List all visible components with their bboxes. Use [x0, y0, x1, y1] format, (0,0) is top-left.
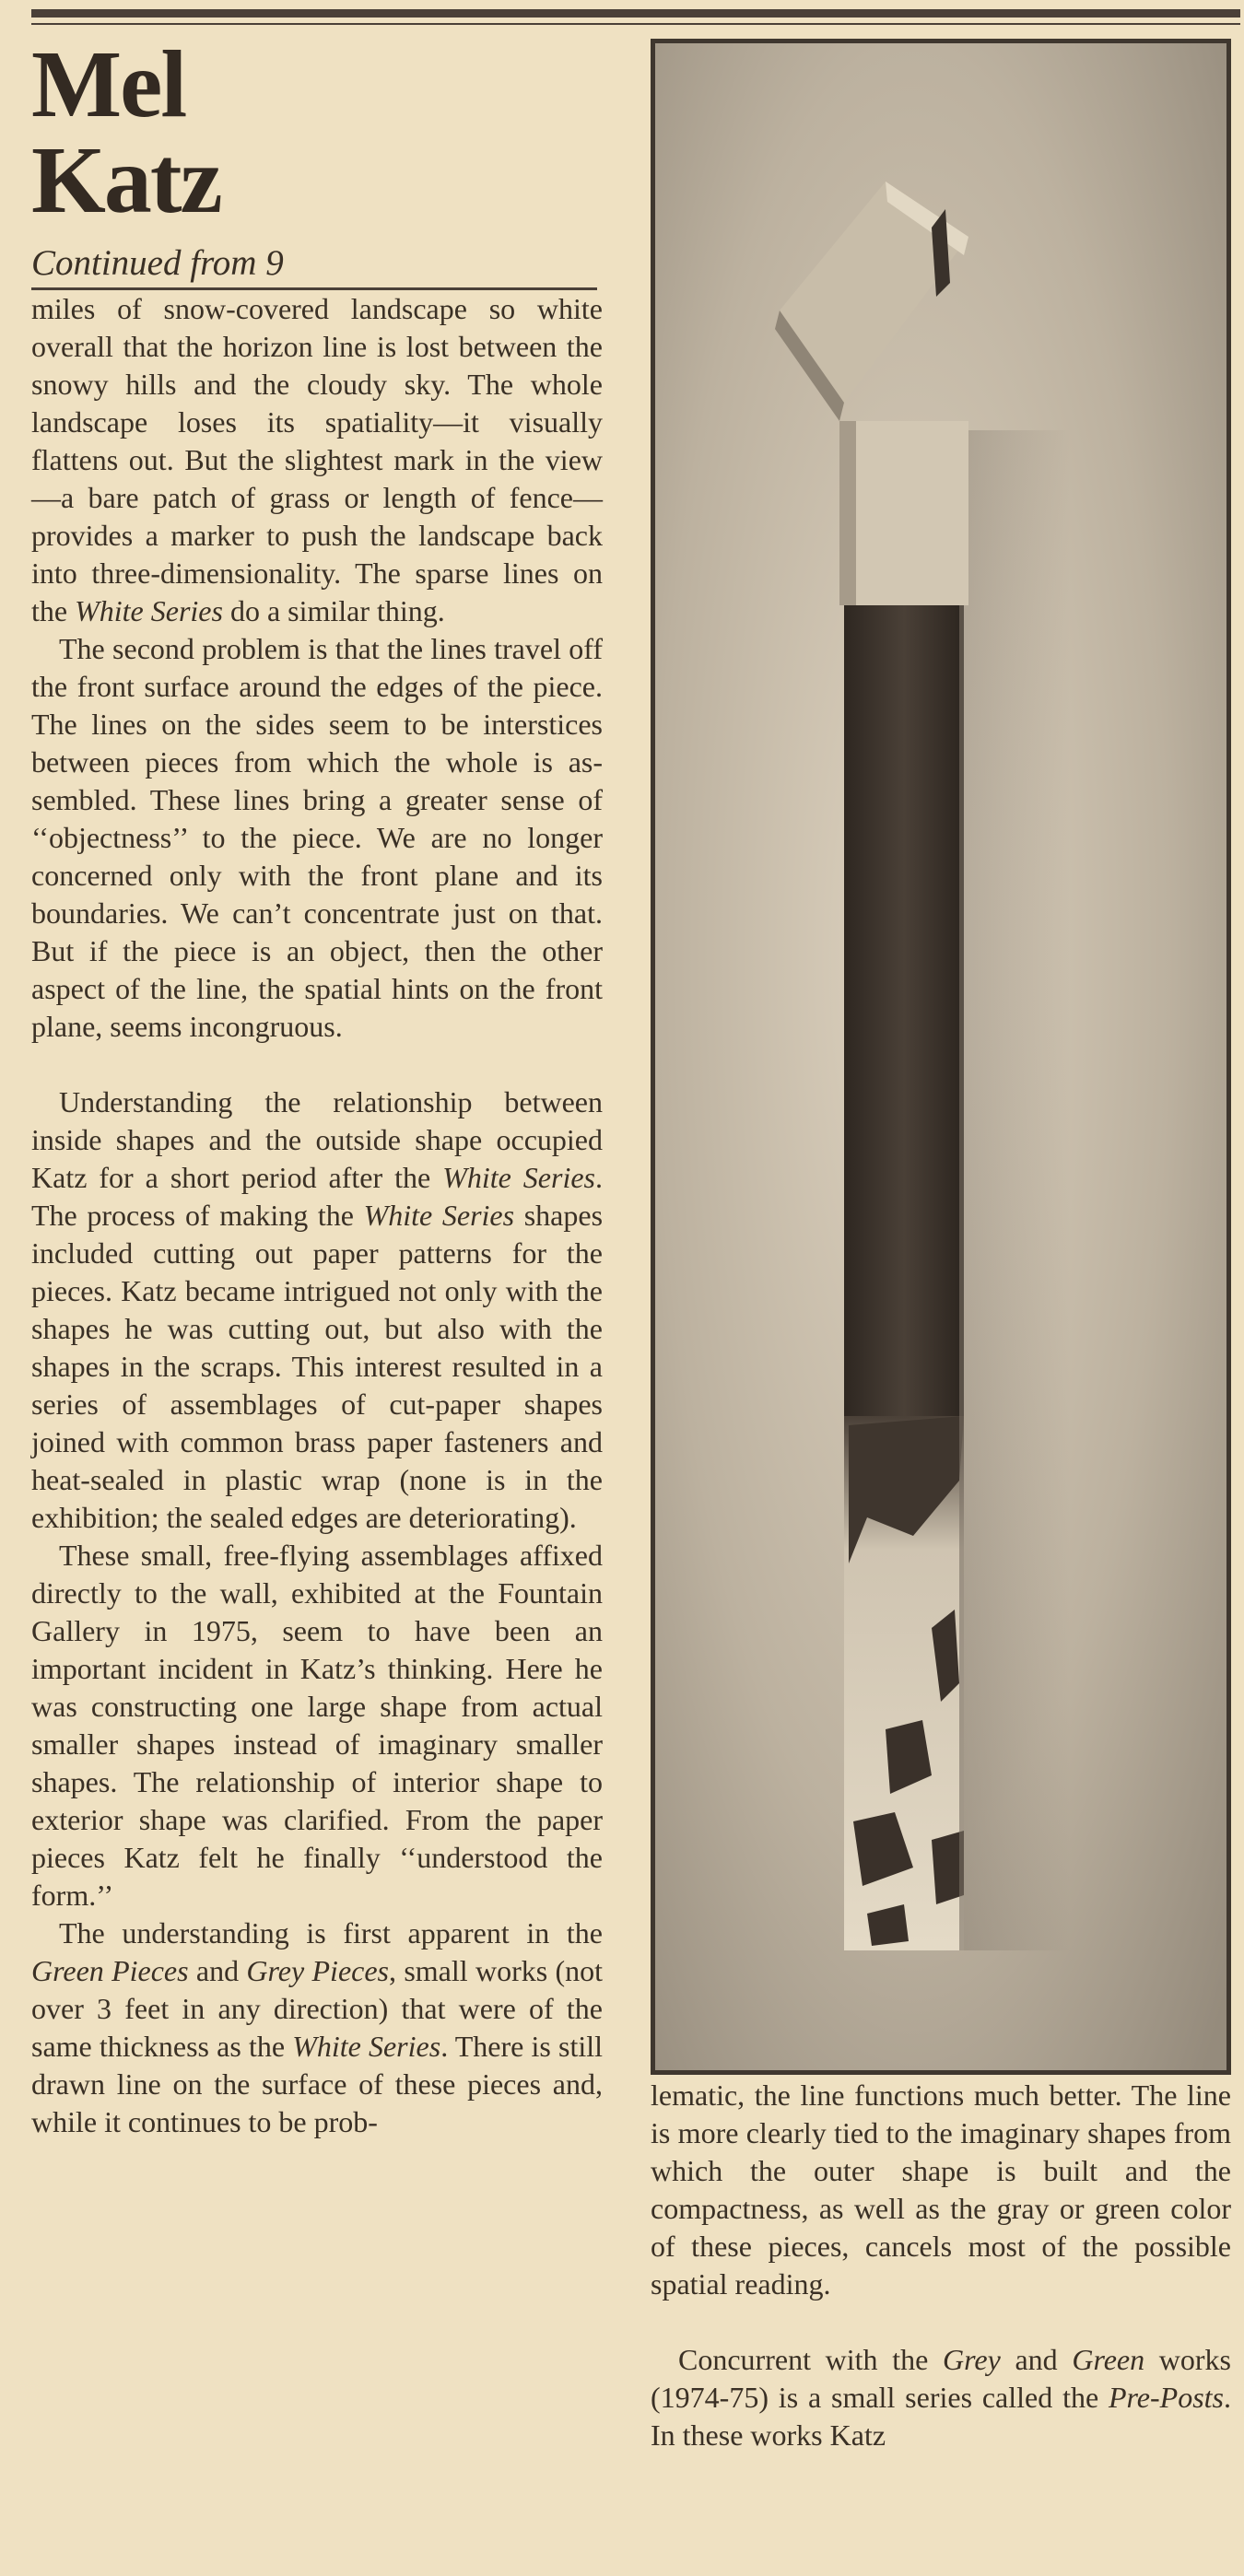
left-column	[31, 31, 604, 2141]
paragraph-5: The understanding is first apparent in the Green Pieces and Grey Pieces, small works (not over 3 feet in any direction) that were of the same thickness as the White Series. There is still drawn line on the surface of these pieces and, while it continues to be prob-	[31, 1916, 604, 2138]
top-rule-thick	[31, 9, 1240, 18]
headline-line-2: Katz	[31, 127, 221, 233]
paragraph-6: lematic, the line functions much better. The line is more clearly tied to the imaginary shapes from which the outer shape is built and the compactness, as well as the gray or green color of these pieces, cancels most of the possible spatial reading.	[651, 2078, 1231, 2301]
paragraph-1: miles of snow-covered landscape so white overall that the horizon line is lost between the snowy hills and the cloudy sky. The whole landscape loses its spatiality—it visually flattens out. But the slightest mark in the view—a bare patch of grass or length of fence—provides a marker to push the landscape back into three-dimensionality. The sparse lines on the White Series do a similar thing.	[31, 292, 603, 627]
sculpture-illustration	[655, 43, 1226, 2070]
left-column-body	[31, 290, 603, 2141]
top-rule-thin	[31, 23, 1240, 25]
paragraph-2: The second problem is that the lines travel off the front surface around the edges of the piece. The lines on the sides seem to be interstices between pieces from which the whole is assembled. These lines bring a greater sense of ‘‘objectness’’ to the piece. We are no longer concerned only with the front plane and its boundaries. We can’t concentrate just on that. But if the piece is an object, then the other aspect of the line, the spatial hints on the front plane, seems incongruous.	[31, 632, 603, 1043]
paragraph-4: These small, free-flying assemblages affixed directly to the wall, exhibited at the Fountain Gallery in 1975, seem to have been an important incident in Katz’s thinking. Here he was constructing one large shape from actual smaller shapes instead of imaginary smaller shapes. The relationship of interior shape to exterior shape was clarified. From the paper pieces Katz felt he finally ‘‘understood the form.’’	[31, 1539, 603, 1912]
continued-from-label: Continued from 9	[31, 241, 597, 290]
paragraph-3: Understanding the relationship between inside shapes and the outside shape occupied Katz for a short period after the White Series. The process of making the White Series shapes included cutting out paper patterns for the pieces. Katz became intrigued not only with the shapes he was cutting out, but also with the shapes in the scraps. This interest resulted in a series of assemblages of cut-paper shapes joined with common brass paper fasteners and heat-sealed in plastic wrap (none is in the exhibition; the sealed edges are deteriorating).	[31, 1085, 604, 1534]
right-column-body	[651, 2077, 1231, 2454]
headline-line-1: Mel	[31, 31, 186, 137]
right-column	[651, 2077, 1231, 2454]
paragraph-7: Concurrent with the Grey and Green works (1974-75) is a small series called the Pre-Posts. In these works Katz	[651, 2343, 1232, 2452]
headline	[31, 31, 603, 233]
sculpture-photo	[651, 39, 1231, 2075]
